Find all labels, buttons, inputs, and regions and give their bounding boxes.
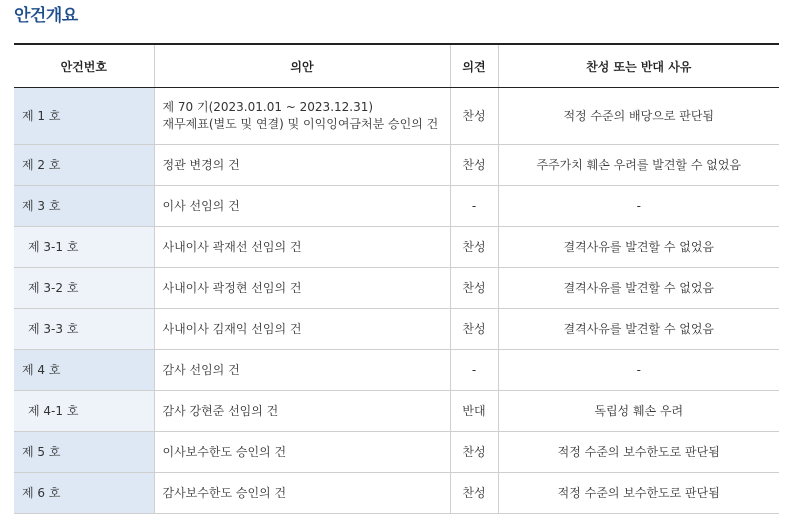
agenda-number-cell: 제 3-3 호 bbox=[14, 309, 154, 350]
table-row bbox=[14, 88, 779, 145]
table-row bbox=[14, 227, 779, 268]
table-row bbox=[14, 268, 779, 309]
agenda-cell: 이사 선임의 건 bbox=[154, 186, 450, 227]
table-row bbox=[14, 432, 779, 473]
reason-cell: 적정 수준의 배당으로 판단됨 bbox=[498, 88, 779, 145]
reason-cell: 적정 수준의 보수한도로 판단됨 bbox=[498, 432, 779, 473]
opinion-cell: - bbox=[450, 350, 498, 391]
opinion-cell: 찬성 bbox=[450, 309, 498, 350]
opinion-cell: 찬성 bbox=[450, 227, 498, 268]
agenda-cell: 정관 변경의 건 bbox=[154, 145, 450, 186]
agenda-cell: 이사보수한도 승인의 건 bbox=[154, 432, 450, 473]
reason-cell: 결격사유를 발견할 수 없었음 bbox=[498, 268, 779, 309]
agenda-table bbox=[14, 43, 779, 514]
agenda-number-cell: 제 5 호 bbox=[14, 432, 154, 473]
header-agenda: 의안 bbox=[154, 44, 450, 88]
header-opinion: 의견 bbox=[450, 44, 498, 88]
reason-cell: 결격사유를 발견할 수 없었음 bbox=[498, 309, 779, 350]
table-row bbox=[14, 145, 779, 186]
reason-cell: - bbox=[498, 350, 779, 391]
table-header-row bbox=[14, 44, 779, 88]
agenda-cell: 사내이사 김재익 선임의 건 bbox=[154, 309, 450, 350]
agenda-number-cell: 제 1 호 bbox=[14, 88, 154, 145]
agenda-cell bbox=[154, 88, 450, 145]
agenda-number-cell: 제 3-1 호 bbox=[14, 227, 154, 268]
page-title: 안건개요 bbox=[14, 6, 78, 26]
table-row bbox=[14, 186, 779, 227]
table-row bbox=[14, 309, 779, 350]
agenda-cell: 감사 강현준 선임의 건 bbox=[154, 391, 450, 432]
opinion-cell: - bbox=[450, 186, 498, 227]
reason-cell: 결격사유를 발견할 수 없었음 bbox=[498, 227, 779, 268]
header-agenda-number: 안건번호 bbox=[14, 44, 154, 88]
opinion-cell: 찬성 bbox=[450, 145, 498, 186]
reason-cell: 적정 수준의 보수한도로 판단됨 bbox=[498, 473, 779, 514]
agenda-number-cell: 제 3 호 bbox=[14, 186, 154, 227]
agenda-number-cell: 제 2 호 bbox=[14, 145, 154, 186]
reason-cell: 주주가치 훼손 우려를 발견할 수 없었음 bbox=[498, 145, 779, 186]
agenda-text: 재무제표(별도 및 연결) 및 이익잉여금처분 승인의 건 bbox=[162, 117, 439, 131]
agenda-number-cell: 제 6 호 bbox=[14, 473, 154, 514]
table-row bbox=[14, 391, 779, 432]
opinion-cell: 찬성 bbox=[450, 432, 498, 473]
agenda-cell: 감사 선임의 건 bbox=[154, 350, 450, 391]
opinion-cell: 찬성 bbox=[450, 268, 498, 309]
table-row bbox=[14, 350, 779, 391]
reason-cell: 독립성 훼손 우려 bbox=[498, 391, 779, 432]
agenda-number-cell: 제 4-1 호 bbox=[14, 391, 154, 432]
agenda-number-cell: 제 4 호 bbox=[14, 350, 154, 391]
agenda-period-text: 제 70 기(2023.01.01 ~ 2023.12.31) bbox=[162, 100, 374, 114]
opinion-cell: 반대 bbox=[450, 391, 498, 432]
agenda-cell: 사내이사 곽재선 선임의 건 bbox=[154, 227, 450, 268]
reason-cell: - bbox=[498, 186, 779, 227]
header-reason: 찬성 또는 반대 사유 bbox=[498, 44, 779, 88]
opinion-cell: 찬성 bbox=[450, 473, 498, 514]
opinion-cell: 찬성 bbox=[450, 88, 498, 145]
agenda-cell: 사내이사 곽정현 선임의 건 bbox=[154, 268, 450, 309]
table-row bbox=[14, 473, 779, 514]
agenda-number-cell: 제 3-2 호 bbox=[14, 268, 154, 309]
agenda-cell: 감사보수한도 승인의 건 bbox=[154, 473, 450, 514]
